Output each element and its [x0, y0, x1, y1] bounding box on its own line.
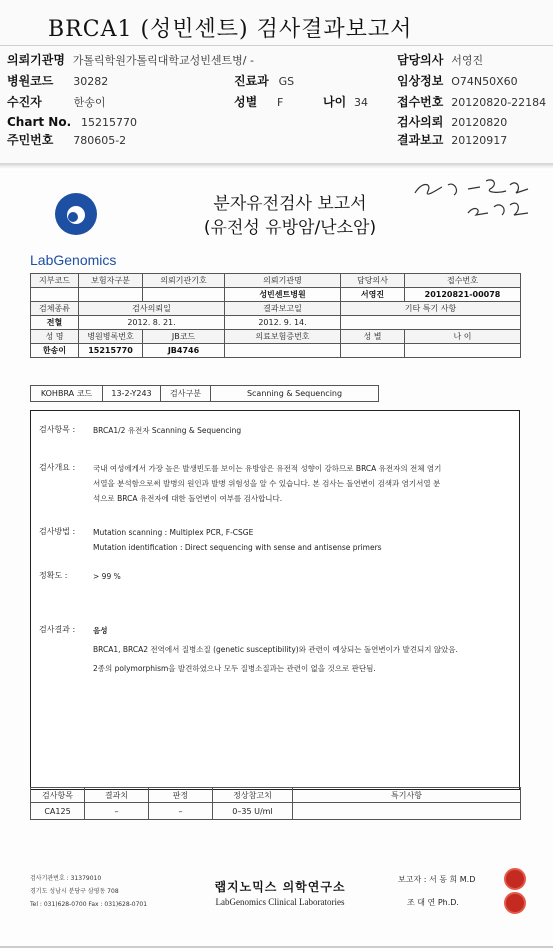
- results-header-cell: 결과치: [85, 788, 149, 803]
- grid-cell: 지부코드: [31, 274, 79, 288]
- method-text: [93, 525, 511, 555]
- overview-line: 국내 여성에게서 가장 높은 발생빈도를 보이는 유방암은 유전적 성향이 강하므로 BRCA 유전자의 전체 염기: [93, 464, 442, 473]
- grid-row: [31, 274, 521, 288]
- grid-cell: 전혈: [31, 316, 79, 330]
- document-title: 분자유전검사 보고서: [213, 194, 367, 214]
- orderer-org-field: 의뢰기관명 가톨릭학원가톨릭대학교성빈센트병/ -: [7, 53, 254, 67]
- grid-cell: 나 이: [405, 330, 521, 344]
- accuracy-label: 정확도 :: [39, 571, 68, 580]
- scanned-report: [0, 170, 553, 949]
- results-cell: [293, 803, 521, 820]
- grid-cell: 한송이: [31, 344, 79, 358]
- method-line: Mutation identification : Direct sequencing with sense and antisense primers: [93, 543, 382, 552]
- grid-cell: 기타 특기 사항: [341, 302, 521, 316]
- grid-cell: 서영진: [341, 288, 405, 302]
- grid-cell: 의료보험증번호: [225, 330, 341, 344]
- grid-cell: 의뢰기관기호: [143, 274, 225, 288]
- result-verdict: 음성: [93, 626, 108, 635]
- kohbra-code: 13-2-Y243: [103, 386, 161, 402]
- test-type-value: Scanning & Sequencing: [211, 386, 379, 402]
- resident-no-field: 주민번호 780605-2: [7, 133, 127, 147]
- handwriting-text: 22184: [470, 223, 474, 224]
- title-divider: [0, 45, 553, 46]
- org-name-english: LabGenomics Clinical Laboratories: [215, 897, 345, 907]
- test-type-label: 검사구분: [161, 386, 211, 402]
- patient-field: 수진자 한송이: [7, 95, 106, 109]
- doctor-field: 담당의사 서영진: [397, 53, 484, 67]
- department-field: 진료과 GS: [234, 74, 295, 88]
- patient-info-grid: [30, 273, 521, 358]
- results-cell: –: [85, 803, 149, 820]
- accuracy-value: > 99 %: [93, 572, 121, 581]
- lab-organization: [185, 878, 375, 907]
- seal-stamp-icon: [504, 868, 526, 890]
- results-cell: 0–35 U/ml: [213, 803, 293, 820]
- header-shadow: [0, 165, 553, 169]
- grid-cell: 검사의뢰일: [79, 302, 225, 316]
- results-row: [31, 803, 521, 820]
- result-line: BRCA1, BRCA2 전역에서 질병소질 (genetic susceptibility)와 관련이 예상되는 돌연변이가 발견되지 않았음.: [93, 645, 458, 654]
- address-line: Tel : 031)628-0700 Fax : 031)628-0701: [30, 901, 148, 908]
- lab-address: [30, 872, 147, 911]
- kohbra-label: KOHBRA 코드: [31, 386, 103, 402]
- hospital-code-field: 병원코드 30282: [7, 74, 109, 88]
- report-title: BRCA1 (성빈센트) 검사결과보고서: [48, 17, 413, 42]
- grid-cell: 보험자구분: [79, 274, 143, 288]
- overview-line: 서열을 분석함으로써 발병의 원인과 발병 위험성을 알 수 있습니다. 본 검사는 돌연변이 검색과 염기서열 분: [93, 479, 441, 488]
- grid-cell: 병원병록번호: [79, 330, 143, 344]
- org-name-korean: 랩지노믹스 의학연구소: [214, 880, 346, 894]
- address-line: 경기도 성남시 분당구 삼평동 708: [30, 888, 119, 895]
- result-text: [93, 623, 511, 676]
- logo-mark-icon: [54, 192, 98, 236]
- grid-cell: 2012. 9. 14.: [225, 316, 341, 330]
- grid-cell: 성 명: [31, 330, 79, 344]
- overview-text: [93, 461, 511, 506]
- grid-cell: [405, 344, 521, 358]
- grid-cell: 담당의사: [341, 274, 405, 288]
- grid-cell: 검체종류: [31, 302, 79, 316]
- result-label: 검사결과 :: [39, 625, 76, 634]
- grid-row: [31, 288, 521, 302]
- report-header: [0, 0, 553, 166]
- grid-cell: 15215770: [79, 344, 143, 358]
- grid-cell: [143, 288, 225, 302]
- grid-cell: [225, 344, 341, 358]
- results-cell: CA125: [31, 803, 85, 820]
- grid-cell: JB4746: [143, 344, 225, 358]
- grid-cell: 성빈센트병원: [225, 288, 341, 302]
- handwritten-note: [410, 175, 540, 225]
- grid-cell: JB코드: [143, 330, 225, 344]
- grid-row: [31, 316, 521, 330]
- grid-cell: 접수번호: [405, 274, 521, 288]
- grid-cell: 결과보고일: [225, 302, 341, 316]
- signer-1: 보고자 : 서 동 희 M.D: [398, 875, 476, 884]
- receipt-no-field: 접수번호 20120820-22184: [397, 95, 547, 109]
- overview-line: 석으로 BRCA 유전자에 대한 돌연변이 여부를 검사합니다.: [93, 494, 283, 503]
- bottom-divider: [0, 946, 553, 948]
- results-cell: –: [149, 803, 213, 820]
- results-header-cell: 정상참고치: [213, 788, 293, 803]
- overview-label: 검사개요 :: [39, 463, 76, 472]
- age-field: 나이 34: [323, 95, 369, 109]
- grid-row: [31, 302, 521, 316]
- result-details-box: [30, 410, 520, 790]
- test-item-label: 검사항목 :: [39, 425, 76, 434]
- results-header-row: [31, 788, 521, 803]
- lab-results-table: [30, 787, 521, 820]
- sex-field: 성별 F: [234, 95, 284, 109]
- grid-cell: [341, 316, 521, 330]
- test-item-value: BRCA1/2 유전자 Scanning & Sequencing: [93, 426, 242, 435]
- grid-row: [31, 330, 521, 344]
- kohbra-table: [30, 385, 379, 402]
- seal-stamp-icon: [504, 892, 526, 914]
- logo-text: LabGenomics: [30, 252, 117, 268]
- grid-row: [31, 344, 521, 358]
- document-subtitle: (유전성 유방암/난소암): [203, 218, 377, 238]
- grid-cell: [31, 288, 79, 302]
- result-report-field: 결과보고 20120917: [397, 133, 508, 147]
- address-line: 검사기관번호 : 31379010: [30, 875, 102, 882]
- results-header-cell: 판정: [149, 788, 213, 803]
- results-header-cell: 특기사항: [293, 788, 521, 803]
- grid-cell: 20120821-00078: [405, 288, 521, 302]
- method-line: Mutation scanning : Multiplex PCR, F-CSGE: [93, 528, 254, 537]
- result-line: 2종의 polymorphism을 발견하였으나 모두 질병소질과는 관련이 없을 것으로 판단됨.: [93, 664, 376, 673]
- grid-cell: 2012. 8. 21.: [79, 316, 225, 330]
- grid-cell: [341, 344, 405, 358]
- grid-cell: [79, 288, 143, 302]
- results-header-cell: 검사항목: [31, 788, 85, 803]
- test-request-field: 검사의뢰 20120820: [397, 115, 508, 129]
- method-label: 검사방법 :: [39, 527, 76, 536]
- signer-2: 조 대 연 Ph.D.: [407, 898, 459, 907]
- grid-cell: 의뢰기관명: [225, 274, 341, 288]
- chart-no-field: Chart No. 15215770: [7, 115, 137, 129]
- grid-cell: 성 별: [341, 330, 405, 344]
- clinical-info-field: 임상정보 O74N50X60: [397, 74, 518, 88]
- kohbra-row: [31, 386, 379, 402]
